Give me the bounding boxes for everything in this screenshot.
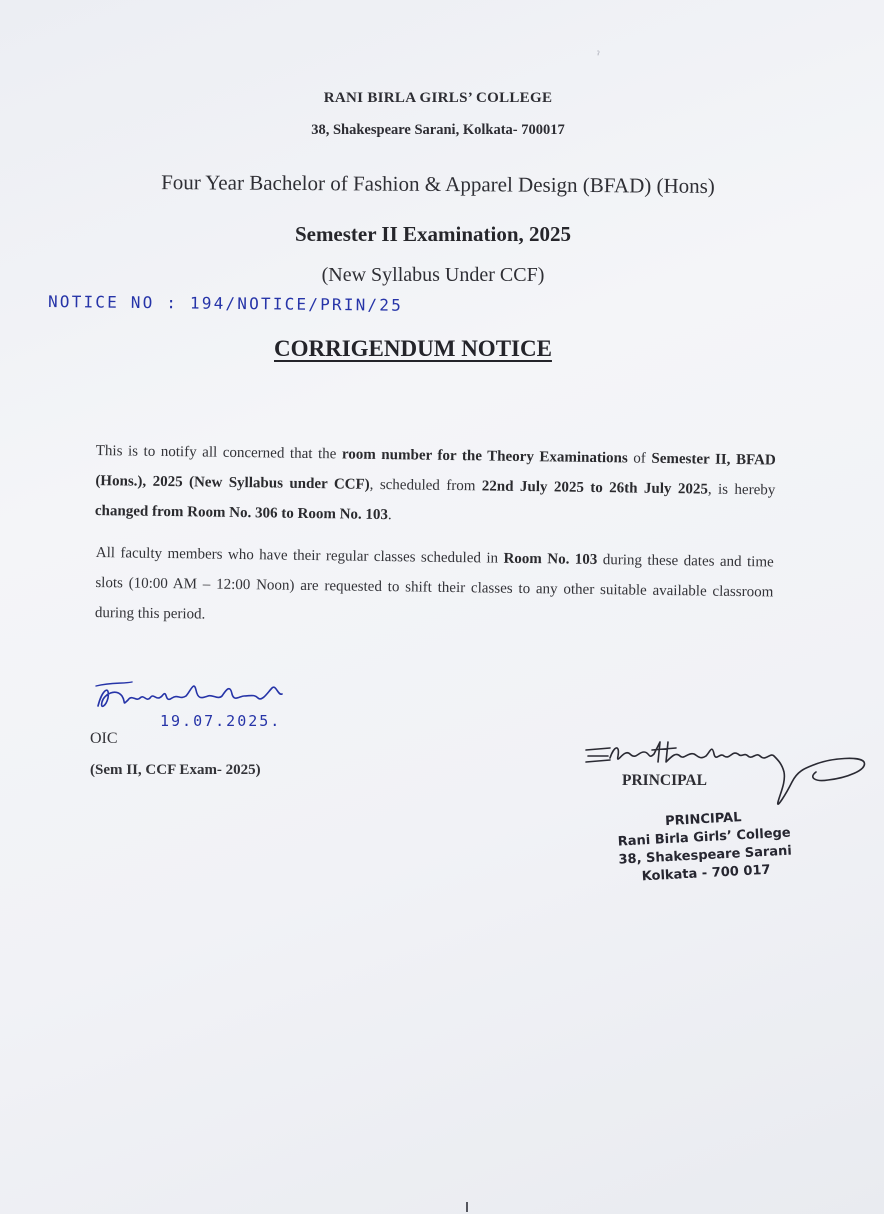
- stamp-line: Rani Birla Girls’ College: [617, 825, 792, 850]
- stamp-line: PRINCIPAL: [664, 810, 742, 830]
- stamp-line: Kolkata - 700 017: [641, 862, 771, 885]
- signature-date: 19.07.2025.: [160, 712, 282, 730]
- text-run-bold: changed from Room No. 306 to Room No. 103: [94, 502, 389, 524]
- scan-mark: [466, 1202, 468, 1212]
- college-address: 38, Shakespeare Sarani, Kolkata- 700017: [311, 122, 565, 138]
- body-paragraph-2: [95, 538, 774, 637]
- programme-title: Four Year Bachelor of Fashion & Apparel Design (BFAD) (Hons): [161, 170, 715, 198]
- oic-designation: OIC: [90, 730, 118, 747]
- body-paragraph-1: [95, 436, 776, 535]
- semester-title: Semester II Examination, 2025: [294, 222, 572, 246]
- text-run: during these dates and time slots (10:00 AM – 12:00 Noon) are requested to shift their classes to any other suitable available classroom during this period.: [94, 552, 774, 623]
- text-run: of: [627, 450, 652, 467]
- text-run-bold: room number for the Theory Examinations: [341, 446, 628, 467]
- text-run-bold: Room No. 103: [503, 550, 598, 569]
- text-run-bold: 22nd July 2025 to 26th July 2025: [481, 478, 709, 498]
- college-name: RANI BIRLA GIRLS’ COLLEGE: [323, 90, 553, 106]
- text-run: , is hereby: [707, 481, 776, 499]
- oic-signature: [92, 676, 292, 716]
- principal-stamp: [610, 806, 800, 888]
- notice-number-handwritten: NOTICE NO : 194/NOTICE/PRIN/25: [47, 292, 404, 315]
- text-run: .: [387, 507, 392, 524]
- stamp-line: 38, Shakespeare Sarani: [618, 843, 793, 868]
- text-run-bold: Semester II, BFAD (Hons.), 2025 (New Syllabus under CCF): [95, 450, 776, 493]
- text-run: , scheduled from: [369, 476, 482, 495]
- principal-designation: PRINCIPAL: [622, 772, 707, 789]
- text-run: All faculty members who have their regular classes scheduled in: [95, 544, 504, 567]
- text-run: This is to notify all concerned that the: [95, 442, 343, 463]
- oic-detail: (Sem II, CCF Exam- 2025): [90, 762, 261, 778]
- scan-mark: ˀ: [597, 50, 600, 61]
- syllabus-title: (New Syllabus Under CCF): [321, 264, 545, 286]
- notice-title: CORRIGENDUM NOTICE: [274, 336, 552, 361]
